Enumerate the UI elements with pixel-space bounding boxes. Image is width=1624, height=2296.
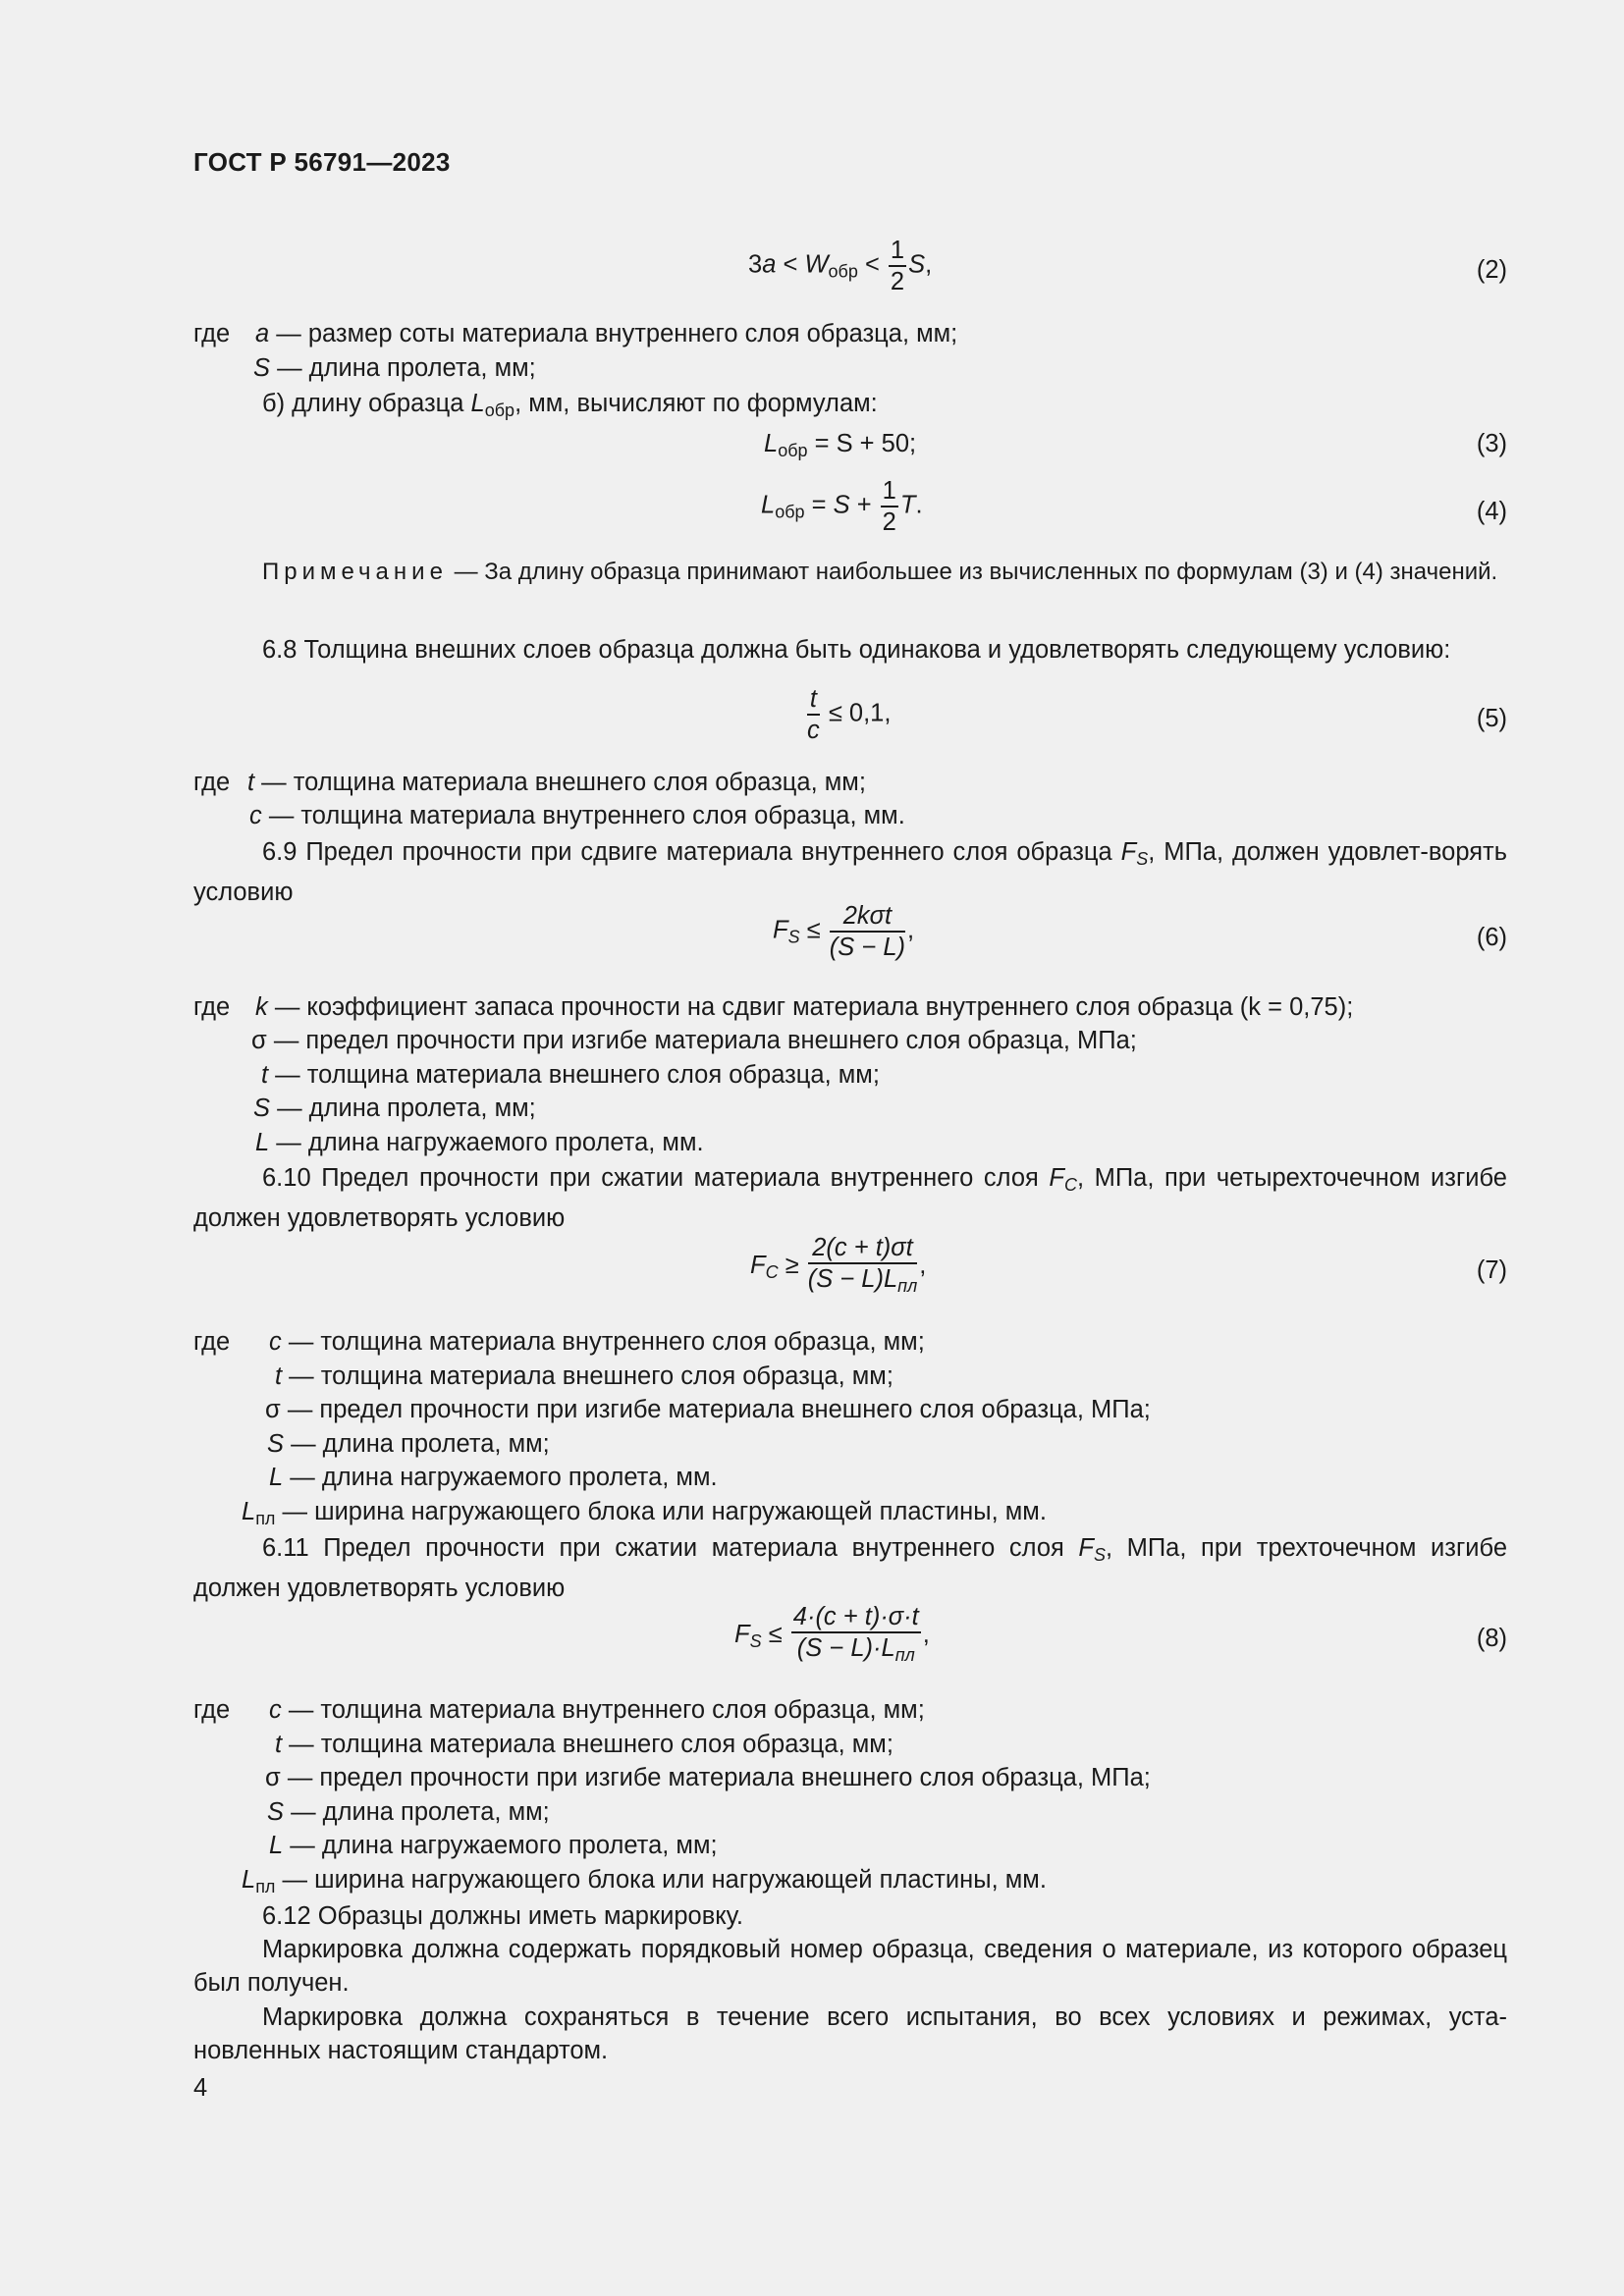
legend-line: где xyxy=(193,769,231,796)
formula-5: $\frac{t}{c}$ ≤ 0,1, xyxy=(807,685,892,744)
legend-line: где xyxy=(193,993,231,1021)
legend-line: где xyxy=(193,1328,231,1356)
equation-number-2: (2) xyxy=(1476,256,1507,284)
legend-line: a — размер соты материала внутреннего слоя образца, мм; xyxy=(255,320,958,347)
formula-4: $L_{обр} = S$ + $\frac{1}{2}$ T. xyxy=(761,477,923,536)
paragraph-6-9: 6.9 Предел прочности при сдвиге материала внутреннего слоя образца $F_S$, МПа, должен удовлет-ворять условию xyxy=(193,838,1507,906)
legend-line: k — коэффициент запаса прочности на сдвиг материала внутреннего слоя образца (k = 0,75); xyxy=(255,993,1354,1021)
legend-line: S — длина пролета, мм; xyxy=(267,1798,550,1826)
formula-8: $F_S$ ≤ $\frac{4\cdot(c + t)\cdot\sigma\cdot t}{(S - L)\cdot L_{пл}}$ , xyxy=(734,1603,930,1665)
legend-line: t — толщина материала внешнего слоя образца, мм; xyxy=(275,1731,893,1758)
legend-line: σ — предел прочности при изгибе материала внешнего слоя образца, МПа; xyxy=(251,1027,1137,1054)
legend-line: t — толщина материала внешнего слоя образца, мм; xyxy=(261,1061,880,1089)
page-number: 4 xyxy=(193,2074,208,2102)
paragraph-6-10: 6.10 Предел прочности при сжатии материала внутреннего слоя $F_C$, МПа, при четырехточечном изгибе должен удовлетворять условию xyxy=(193,1164,1507,1232)
paragraph-6-11: 6.11 Предел прочности при сжатии материала внутреннего слоя $F_S$, МПа, при трехточечном изгибе должен удовлетворять условию xyxy=(193,1534,1507,1602)
paragraph-6-12: 6.12 Образцы должны иметь маркировку. xyxy=(262,1902,743,1930)
document-header: ГОСТ Р 56791—2023 xyxy=(193,147,451,177)
legend-line: t — толщина материала внешнего слоя образца, мм; xyxy=(275,1362,893,1390)
formula-3: $L_{обр} = S + 50$; xyxy=(764,430,917,460)
equation-number-7: (7) xyxy=(1476,1256,1507,1284)
equation-number-4: (4) xyxy=(1476,498,1507,525)
formula-2: $3a < W_{обр}$ < $\frac{1}{2}$ S, xyxy=(748,237,933,295)
legend-line: c — толщина материала внутреннего слоя образца, мм; xyxy=(269,1696,925,1724)
legend-line: σ — предел прочности при изгибе материала внешнего слоя образца, МПа; xyxy=(265,1764,1151,1791)
legend-line: σ — предел прочности при изгибе материала внешнего слоя образца, МПа; xyxy=(265,1396,1151,1423)
legend-line: c — толщина материала внутреннего слоя образца, мм. xyxy=(249,802,905,829)
legend-line: L — длина нагружаемого пролета, мм. xyxy=(255,1129,704,1156)
legend-line: S — длина пролета, мм; xyxy=(253,1095,536,1122)
formula-7: $F_C$ ≥ $\frac{2(c + t)\sigma t}{(S - L)L_{пл}}$ , xyxy=(750,1234,927,1296)
paragraph-6-12-marking: Маркировка должна содержать порядковый номер образца, сведения о материале, из которого образец был получен. xyxy=(193,1936,1507,1997)
legend-line: S — длина пролета, мм; xyxy=(267,1430,550,1458)
legend-line: L — длина нагружаемого пролета, мм. xyxy=(269,1464,718,1491)
paragraph-item-b: б) длину образца $L_{обр}$, мм, вычисляют по формулам: xyxy=(262,390,878,420)
note-paragraph: Примечание — За длину образца принимают наибольшее из вычисленных по формулам (3) и (4) значений. xyxy=(262,559,1498,585)
legend-line: L — длина нагружаемого пролета, мм; xyxy=(269,1832,718,1859)
legend-line: $L_{пл}$ — ширина нагружающего блока или нагружающей пластины, мм. xyxy=(242,1498,1047,1528)
legend-line: где xyxy=(193,320,231,347)
legend-line: $L_{пл}$ — ширина нагружающего блока или нагружающей пластины, мм. xyxy=(242,1866,1047,1896)
legend-line: S — длина пролета, мм; xyxy=(253,354,536,382)
paragraph-6-12-marking-duration: Маркировка должна сохраняться в течение всего испытания, во всех условиях и режимах, уста-новленных настоящим стандартом. xyxy=(193,2003,1507,2064)
paragraph-6-8: 6.8 Толщина внешних слоев образца должна быть одинакова и удовлетворять следующему условию: xyxy=(262,636,1451,664)
legend-line: где xyxy=(193,1696,231,1724)
legend-line: t — толщина материала внешнего слоя образца, мм; xyxy=(247,769,866,796)
legend-line: c — толщина материала внутреннего слоя образца, мм; xyxy=(269,1328,925,1356)
formula-6: $F_S$ ≤ $\frac{\text{2kσt}}{(S - L)}$ , xyxy=(773,902,915,961)
equation-number-8: (8) xyxy=(1476,1625,1507,1652)
equation-number-3: (3) xyxy=(1476,430,1507,457)
equation-number-5: (5) xyxy=(1476,705,1507,732)
equation-number-6: (6) xyxy=(1476,924,1507,951)
